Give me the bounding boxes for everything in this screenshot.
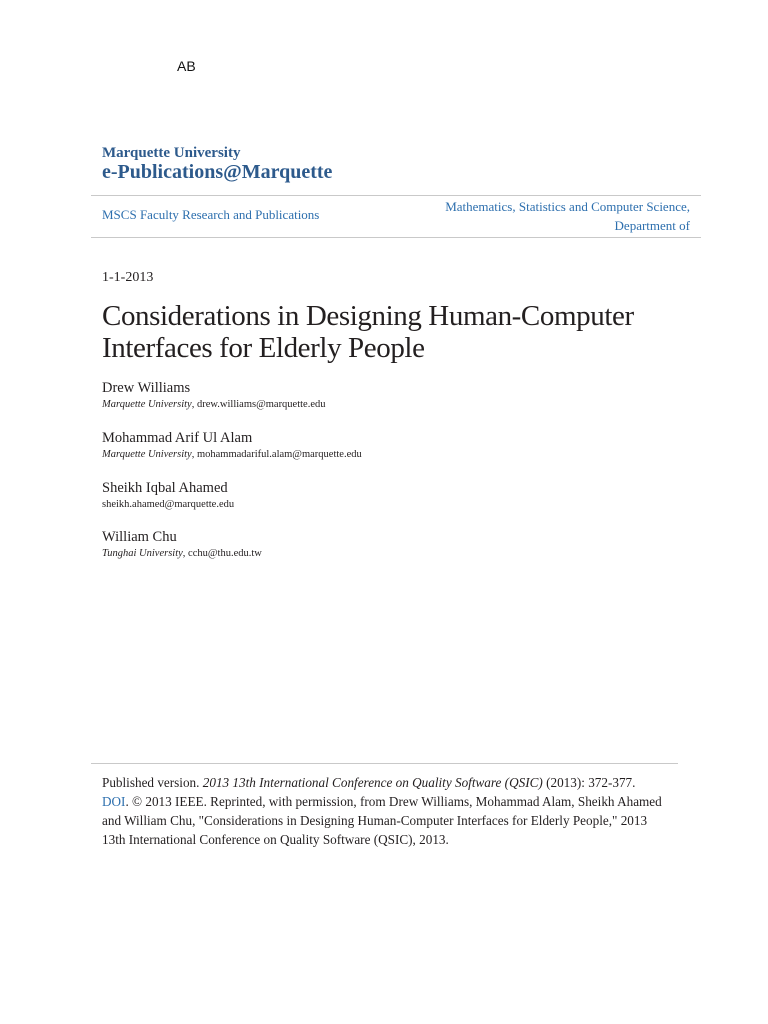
department-line-2: Department of [614,218,690,233]
author-affiliation [102,548,262,559]
author-email[interactable]: , drew.williams@marquette.edu [191,399,326,410]
author-name: William Chu [102,529,177,545]
author-affiliation [102,499,234,510]
university-name: Marquette University [102,145,241,161]
affiliation-institution: Tunghai University [102,548,183,559]
conference-name: 2013 13th International Conference on Quality Software (QSIC) [202,775,543,790]
affiliation-institution: Marquette University [102,399,192,410]
page-range: (2013): 372-377. [542,775,636,790]
author-block [102,380,326,410]
repository-name[interactable]: e-Publications@Marquette [102,161,333,183]
corner-label: AB [177,58,196,74]
author-block [102,529,262,559]
author-email[interactable]: , mohammadariful.alam@marquette.edu [191,449,362,460]
author-name: Sheikh Iqbal Ahamed [102,480,228,496]
publication-date: 1-1-2013 [102,270,154,285]
author-affiliation [102,399,326,410]
title-line-2: Interfaces for Elderly People [102,332,425,364]
footer-divider [91,763,678,764]
department-line-1: Mathematics, Statistics and Computer Science, [445,199,690,214]
header-divider-top [91,195,701,196]
title-line-1: Considerations in Designing Human-Computer [102,300,634,332]
author-name: Mohammad Arif Ul Alam [102,430,253,446]
permission-text: . © 2013 IEEE. Reprinted, with permission, from Drew Williams, Mohammad Alam, Sheikh Ahamed and William Chu, "Considerations in Designing Human-Computer Interfaces for Elderly People," 2013 13th International Conference on Quality Software (QSIC), 2013. [102,794,662,847]
affiliation-institution: Marquette University [102,449,192,460]
author-name: Drew Williams [102,380,191,396]
header-divider-bottom [91,237,701,238]
author-affiliation [102,449,362,460]
citation-note [102,773,672,849]
department-link[interactable] [380,197,690,235]
published-prefix: Published version. [102,775,203,790]
author-email[interactable]: sheikh.ahamed@marquette.edu [102,499,235,510]
article-title [102,300,702,364]
author-email[interactable]: , cchu@thu.edu.tw [182,548,262,559]
doi-link[interactable]: DOI [102,794,126,809]
author-block [102,430,362,460]
collection-link[interactable]: MSCS Faculty Research and Publications [102,207,320,222]
author-block [102,480,234,510]
